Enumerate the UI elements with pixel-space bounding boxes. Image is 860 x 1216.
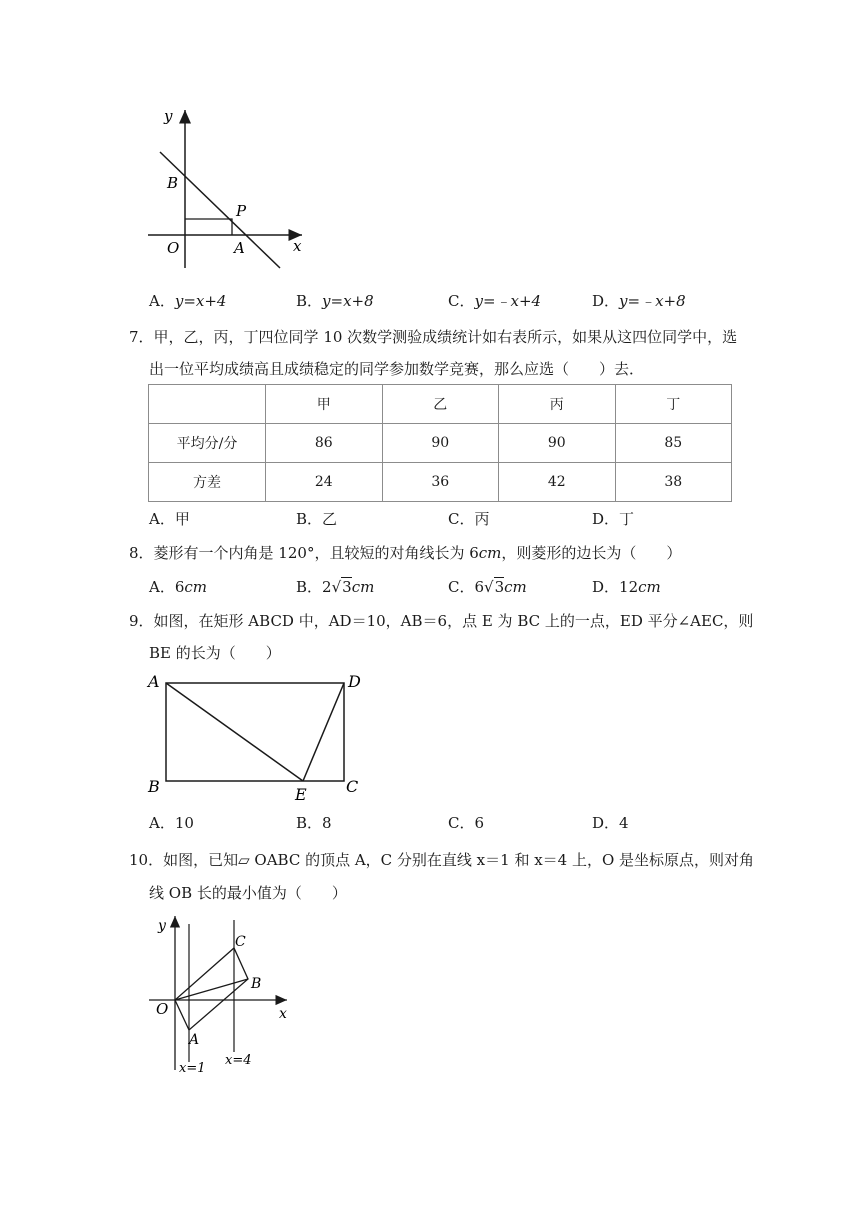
- q9-option-d-label: D．: [592, 814, 620, 832]
- q8-option-c-unit: cm: [504, 578, 527, 596]
- q9-label-a: A: [148, 672, 160, 691]
- table-row: [149, 385, 732, 424]
- q10-stem-line1: 10．如图，已知▱ OABC 的顶点 A，C 分别在直线 x＝1 和 x＝4 上，O 是坐标原点，则对角: [129, 851, 755, 869]
- q10-figure: [145, 910, 295, 1080]
- q6-label-y: y: [164, 107, 173, 125]
- q8-option-a: [149, 577, 207, 597]
- q6-label-b: B: [167, 174, 179, 192]
- q6-option-a: [149, 291, 226, 311]
- q6-option-d-label: D．: [592, 292, 620, 310]
- q6-option-c: [448, 291, 541, 311]
- table-cell: 丙: [499, 385, 616, 424]
- q7-option-a-label: A．: [149, 510, 175, 528]
- table-cell: 85: [615, 424, 732, 463]
- q9-option-c: [448, 813, 484, 833]
- q9-option-c-label: C．: [448, 814, 475, 832]
- q7-option-b: [296, 509, 337, 529]
- q7-option-c-text: 丙: [474, 510, 490, 528]
- q9-option-b-label: B．: [296, 814, 323, 832]
- q7-option-b-text: 乙: [322, 510, 338, 528]
- q6-option-c-label: C．: [448, 292, 475, 310]
- q9-option-a-label: A．: [149, 814, 175, 832]
- q8-option-a-label: A．: [149, 578, 175, 596]
- q9-option-b: [296, 813, 332, 833]
- q7-option-d-label: D．: [592, 510, 620, 528]
- q6-option-b-text: y=x+8: [322, 292, 374, 310]
- q7-option-c-label: C．: [448, 510, 475, 528]
- q10-label-y: y: [158, 918, 166, 934]
- table-row: [149, 424, 732, 463]
- q7-option-a: [149, 509, 190, 529]
- q8-option-c: [448, 577, 527, 597]
- q9-option-c-text: 6: [474, 814, 485, 832]
- q8-stem-post: ，则菱形的边长为（ ）: [501, 544, 682, 562]
- table-cell: 36: [382, 463, 499, 502]
- q8-stem: [129, 543, 681, 563]
- sqrt-symbol: √3: [484, 578, 505, 596]
- q9-figure: [140, 668, 380, 803]
- table-cell: 方差: [149, 463, 266, 502]
- table-cell: 平均分/分: [149, 424, 266, 463]
- q8-option-c-label: C．: [448, 578, 475, 596]
- q8-option-c-coef: 6: [474, 578, 485, 596]
- q6-label-x: x: [293, 237, 302, 255]
- table-cell: 38: [615, 463, 732, 502]
- q9-segment-ae: [166, 683, 303, 781]
- q10-label-x4: x=4: [225, 1053, 252, 1068]
- q10-stem-line2: 线 OB 长的最小值为（ ）: [149, 884, 347, 902]
- table-cell: 42: [499, 463, 616, 502]
- q9-label-b: B: [148, 777, 160, 796]
- q7-option-d: [592, 509, 634, 529]
- q6-option-a-text: y=x+4: [174, 292, 227, 310]
- table-cell: 24: [266, 463, 383, 502]
- q6-option-a-label: A．: [149, 292, 175, 310]
- q6-option-d: [592, 291, 686, 311]
- q9-stem-line1: 9．如图，在矩形 ABCD 中，AD＝10，AB＝6，点 E 为 BC 上的一点，ED 平分∠AEC，则: [129, 612, 754, 630]
- table-cell: 90: [382, 424, 499, 463]
- q8-option-d-unit: cm: [638, 578, 661, 596]
- q9-rectangle-abcd: [166, 683, 344, 781]
- q8-option-c-radicand: 3: [494, 578, 505, 596]
- q9-label-e: E: [295, 785, 307, 803]
- q8-stem-unit: cm: [478, 544, 502, 562]
- q8-option-b-coef: 2: [322, 578, 332, 596]
- table-cell: 90: [499, 424, 616, 463]
- q6-figure: [140, 100, 315, 275]
- q8-option-d: [592, 577, 661, 597]
- q9-option-d: [592, 813, 629, 833]
- q7-stem-line2: 出一位平均成绩高且成绩稳定的同学参加数学竞赛，那么应选（ ）去．: [149, 360, 645, 378]
- q6-label-p: P: [236, 202, 247, 220]
- q8-stem-pre: 8．菱形有一个内角是 120°，且较短的对角线长为 6: [129, 544, 479, 562]
- q7-option-d-text: 丁: [619, 510, 635, 528]
- q8-option-b: [296, 577, 374, 597]
- q9-stem-line2: BE 的长为（ ）: [149, 644, 281, 662]
- q8-option-a-unit: cm: [184, 578, 208, 596]
- table-cell: [149, 385, 266, 424]
- q8-option-d-num: 12: [619, 578, 639, 596]
- q10-label-b: B: [251, 976, 262, 992]
- q7-stem-line1: 7．甲，乙，丙，丁四位同学 10 次数学测验成绩统计如右表所示，如果从这四位同学中，选: [129, 328, 738, 346]
- table-cell: 丁: [615, 385, 732, 424]
- q6-option-d-text: y=﹣x+8: [619, 292, 686, 310]
- q8-option-a-num: 6: [174, 578, 185, 596]
- q8-option-b-radicand: 3: [342, 578, 352, 596]
- q9-label-d: D: [348, 672, 361, 691]
- q9-option-a-text: 10: [174, 814, 194, 832]
- q6-label-a: A: [234, 239, 245, 257]
- q10-label-x: x: [279, 1006, 287, 1022]
- q10-label-c: C: [235, 934, 246, 950]
- q6-rectangle-op: [185, 219, 232, 235]
- q10-label-x1: x=1: [179, 1061, 206, 1076]
- q10-label-a: A: [189, 1032, 200, 1048]
- q9-option-a: [149, 813, 194, 833]
- table-cell: 乙: [382, 385, 499, 424]
- q8-option-b-unit: cm: [351, 578, 375, 596]
- q6-label-o: O: [167, 239, 180, 257]
- q7-score-table: [148, 384, 732, 502]
- q9-option-d-text: 4: [619, 814, 629, 832]
- table-row: [149, 463, 732, 502]
- q8-option-b-label: B．: [296, 578, 323, 596]
- q10-label-o: O: [156, 1000, 169, 1018]
- q9-segment-ed: [303, 683, 344, 781]
- q6-option-b-label: B．: [296, 292, 323, 310]
- q9-label-c: C: [346, 777, 359, 796]
- sqrt-symbol: √3: [331, 578, 352, 596]
- q7-option-c: [448, 509, 490, 529]
- table-cell: 甲: [266, 385, 383, 424]
- q9-option-b-text: 8: [322, 814, 332, 832]
- q6-option-c-text: y=﹣x+4: [474, 292, 542, 310]
- table-cell: 86: [266, 424, 383, 463]
- q7-option-b-label: B．: [296, 510, 323, 528]
- q6-option-b: [296, 291, 374, 311]
- q8-option-d-label: D．: [592, 578, 620, 596]
- q7-option-a-text: 甲: [174, 510, 190, 528]
